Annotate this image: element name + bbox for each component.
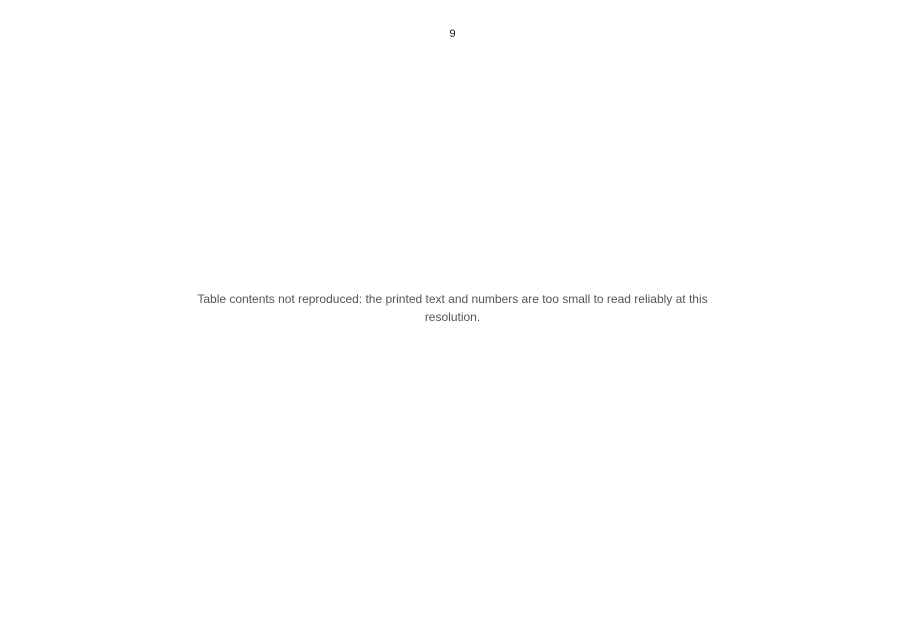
unavailable-note: Table contents not reproduced: the printed text and numbers are too small to read reliably at this resolution. bbox=[197, 292, 708, 324]
page-number: 9 bbox=[449, 28, 456, 40]
